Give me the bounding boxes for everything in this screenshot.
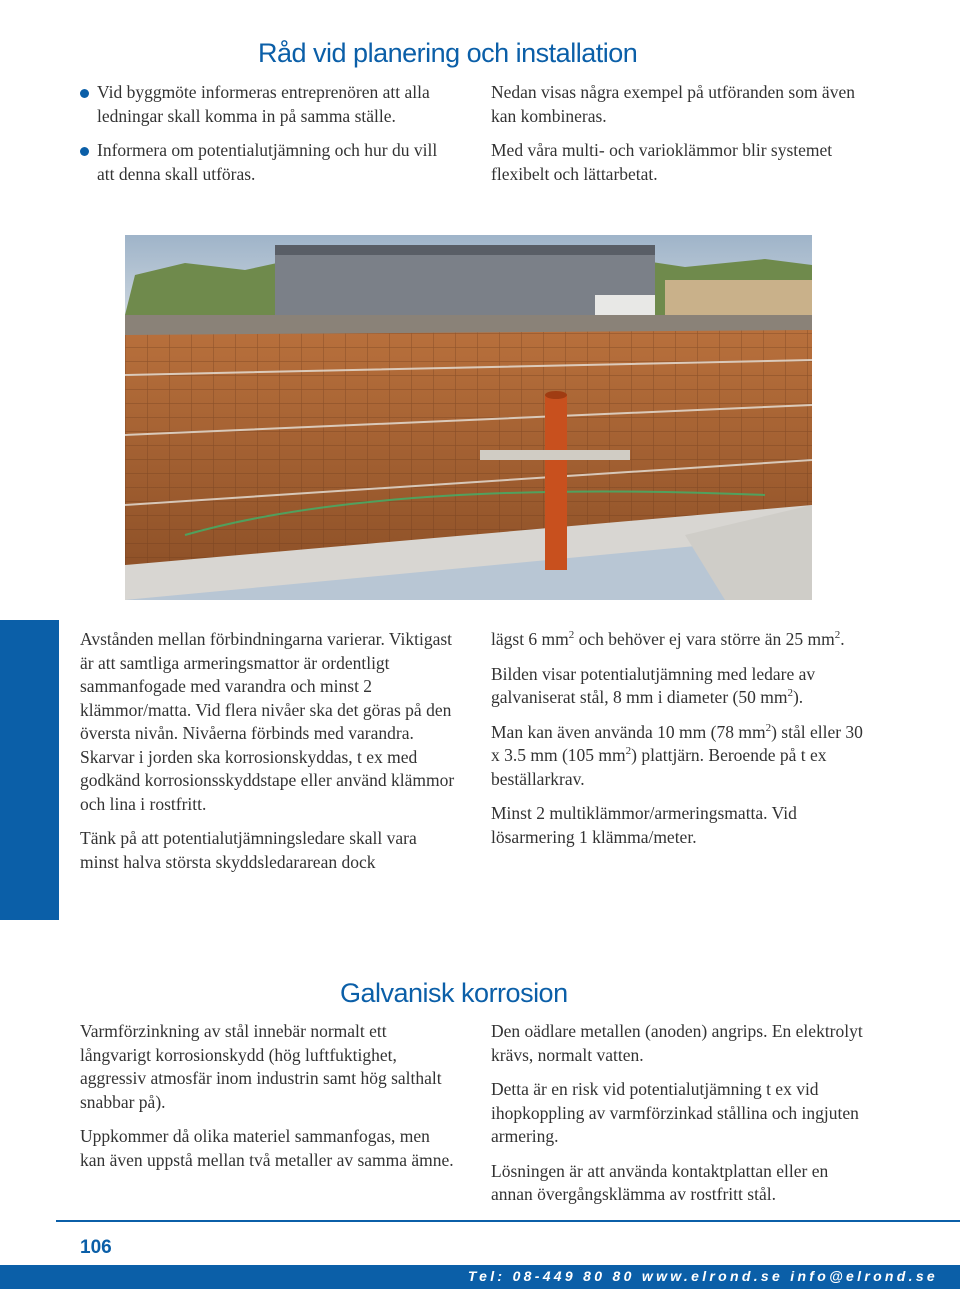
body-paragraph: Detta är en risk vid potentialutjämning t ex vid ihopkoppling av varmförzinkad stållina och ingjuten armering. [491,1079,859,1146]
sidebar-tab [0,620,59,920]
section-title-corrosion: Galvanisk korrosion [340,978,568,1008]
section-title-planning: Råd vid planering och installation [258,38,638,68]
planning-bullet-list [80,81,455,197]
body-paragraph: Bilden visar potentialutjämning med ledare av galvaniserat stål, 8 mm i diameter (50 $mm^2$). [491,663,816,707]
intro-paragraph: Nedan visas några exempel på utföranden som även kan kombineras. [491,82,855,126]
body-paragraph: Avstånden mellan förbindningarna varierar. Viktigast är att samtliga armeringsmattor är ordentligt sammanfogade med varandra och minst 2 klämmor/matta. Vid flera nivåer ska det göras på den översta nivån. Nivåerna förbinds med varandra. Skarvar i jorden ska korrosionskyddas, t ex med godkänd korrosionsskyddstape eller använd klämmor och lina i rostfritt. [80,629,455,814]
corrosion-left-text [80,1020,455,1183]
body-paragraph: Minst 2 multiklämmor/armeringsmatta. Vid lösarmering 1 klämma/meter. [491,803,797,847]
body-paragraph: Varmförzinkning av stål innebär normalt ett långvarigt korrosionskydd (hög luftfuktighet, aggressiv atmosfär inom industrin samt hög salthalt snabbar på). [80,1021,442,1112]
middle-left-text [80,628,455,885]
bullet-item: Informera om potentialutjämning och hur du vill att denna skall utföras. [80,139,455,186]
body-paragraph: Man kan även använda 10 mm (78 $mm^2$) stål eller 30 x 3.5 mm (105 $mm^2$) plattjärn. Beroende på t ex beställarkrav. [491,721,863,789]
middle-right-text [491,628,866,860]
page-number: 106 [80,1237,112,1258]
footer-contact[interactable]: Tel: 08-449 80 80 www.elrond.se info@elrond.se [467,1268,938,1284]
footer-divider [56,1220,960,1222]
bullet-dot-icon [80,147,89,156]
body-paragraph: Tänk på att potentialutjämningsledare skall vara minst halva största skyddsledararean dock [80,828,417,872]
photo-rebar-mesh [125,235,812,600]
body-paragraph: Uppkommer då olika materiel sammanfogas, men kan även uppstå mellan två metaller av samma ämne. [80,1126,454,1170]
bullet-item: Vid byggmöte informeras entreprenören att alla ledningar skall komma in på samma ställe. [80,81,455,128]
body-paragraph: lägst 6 $mm^2$ och behöver ej vara större än 25 $mm^2$. [491,629,845,649]
intro-text [491,81,866,197]
body-paragraph: Lösningen är att använda kontaktplattan eller en annan övergångsklämma av rostfritt stål. [491,1160,829,1204]
corrosion-right-text [491,1020,866,1218]
body-paragraph: Den oädlare metallen (anoden) angrips. En elektrolyt krävs, normalt vatten. [491,1021,863,1065]
bullet-dot-icon [80,89,89,98]
intro-paragraph: Med våra multi- och varioklämmor blir systemet flexibelt och lättarbetat. [491,140,833,184]
